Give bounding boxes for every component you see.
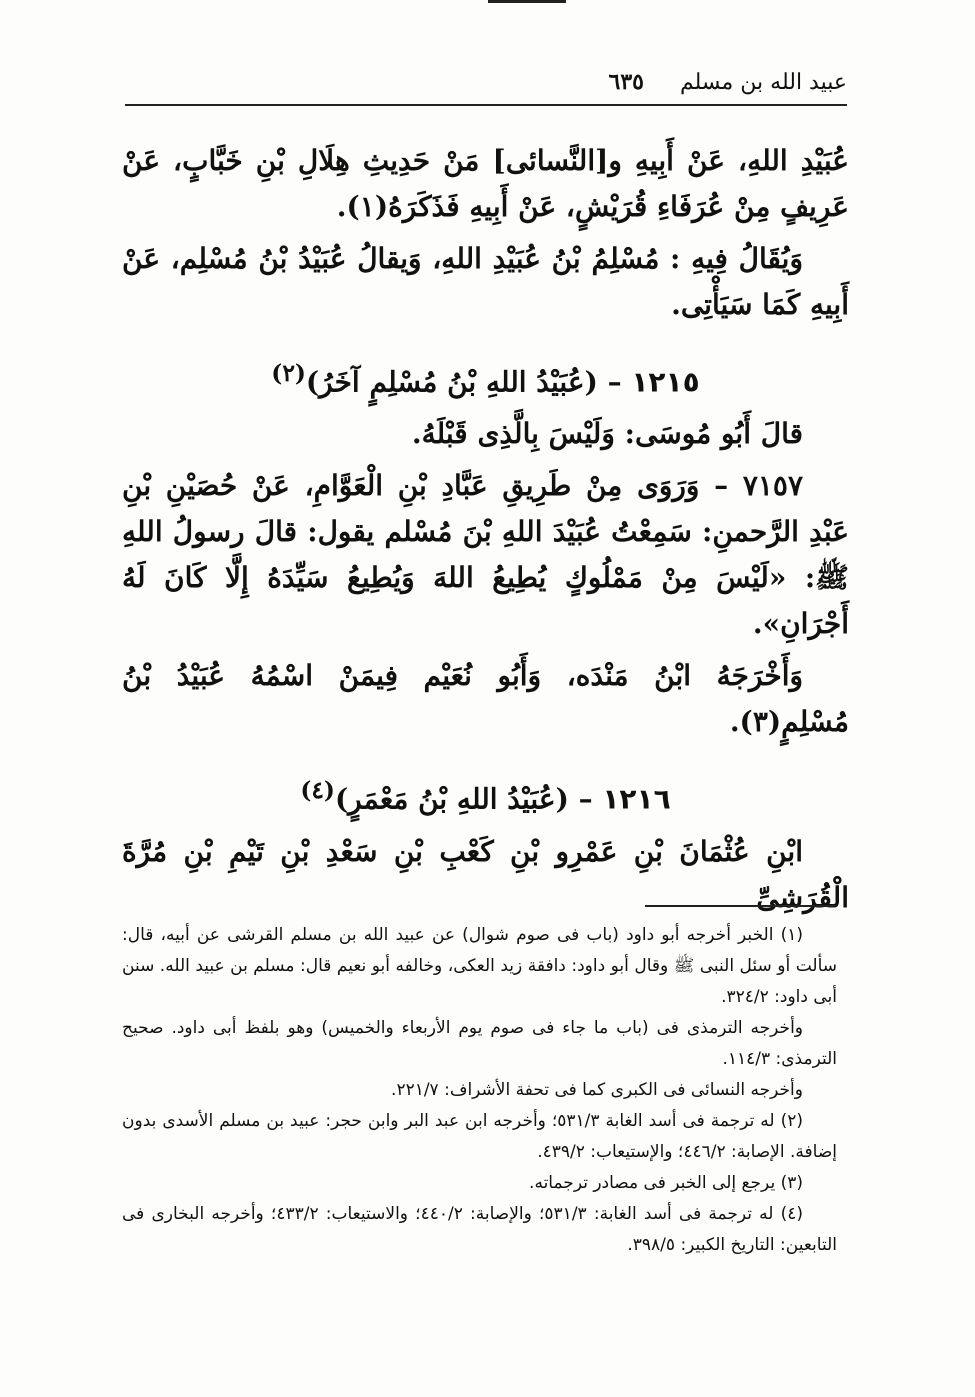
entry-1216-text: ابْنِ عُثْمَانَ بْنِ عَمْرِو بْنِ كَعْبِ بْنِ سَعْدِ بْنِ تَيْمِ بْنِ مُرَّةَ الْقُرَشِىِّ	[122, 834, 849, 914]
entry-heading-1216	[122, 767, 849, 822]
footnote-separator	[645, 905, 835, 907]
footnote-ref: (٤)	[300, 776, 335, 805]
footnote-2: (٢) له ترجمة فى أسد الغابة ٥٣١/٣؛ وأخرجه ابن عبد البر وابن حجر: عبيد بن مسلم الأسدى بدون إضافة. الإصابة: ٤٤٦/٢؛ والإستيعاب: ٤٣٩/٢.	[122, 1111, 837, 1162]
entry-1215-text: قالَ أَبُو مُوسَى: وَلَيْسَ بِالَّذِى قَبْلَهُ.	[411, 417, 803, 451]
footnotes	[122, 920, 837, 1261]
footnote-3: (٣) يرجع إلى الخبر فى مصادر ترجماته.	[529, 1173, 803, 1193]
paragraph-alternate-names: وَيُقَالُ فِيهِ : مُسْلِمُ بْنُ عُبَيْدِ اللهِ، وَيقالُ عُبَيْدُ بْنُ مُسْلِم، عَنْ أَبِيهِ كَمَا سَيَأْتِى.	[122, 242, 849, 321]
footnote-1-cont-1: وأخرجه الترمذى فى (باب ما جاء فى صوم يوم الأربعاء والخميس) وهو بلفظ أبى داود. صحيح الترمذى: ١١٤/٣.	[122, 1018, 837, 1069]
hadith-7157: ٧١٥٧ – وَرَوَى مِنْ طَرِيقِ عَبَّادِ بْنِ الْعَوَّامِ، عَنْ حُصَيْنِ بْنِ عَبْدِ الرَّحمنِ: سَمِعْتُ عُبَيْدَ اللهِ بْنَ مُسْلم يقول: قالَ رسولُ اللهِ ﷺ: «لَيْسَ مِنْ مَمْلُوكٍ يُطِيعُ اللهَ وَيُطِيعُ سَيِّدَهُ إِلَّا كَانَ لَهُ أَجْرَانِ».	[122, 469, 849, 641]
entry-title: (عُبَيْدُ اللهِ بْنُ مُسْلِمٍ آخَرُ)	[305, 365, 598, 399]
entry-heading-1215	[122, 350, 849, 405]
top-edge-rule	[488, 0, 566, 3]
entry-number: ١٢١٥	[631, 365, 700, 399]
paragraph-continuation: عُبَيْدِ اللهِ، عَنْ أَبِيهِ و[النَّسائى] مَنْ حَدِيثِ هِلَالِ بْنِ خَبَّابٍ، عَنْ عَرِيفٍ مِنْ عُرَفَاءِ قُرَيْشٍ، عَنْ أَبِيهِ فَذَكَرَهُ(١).	[122, 144, 849, 223]
hadith-7157-takhrij: وَأَخْرَجَهُ ابْنُ مَنْدَه، وَأَبُو نُعَيْم فِيمَنْ اسْمُهُ عُبَيْدُ بْنُ مُسْلِمٍ(٣).	[122, 659, 849, 739]
entry-dash: –	[607, 365, 622, 399]
main-text	[122, 138, 849, 921]
footnote-1: (١) الخبر أخرجه أبو داود (باب فى صوم شوال) عن عبيد الله بن مسلم القرشى عن أبيه، قال: سألت أو سئل النبى ﷺ وقال أبو داود: دافقة زيد العكى، وخالفه أبو نعيم قال: مسلم بن عبيد الله. سنن أبى داود: ٣٢٤/٢.	[122, 925, 837, 1007]
footnote-1-cont-2: وأخرجه النسائى فى الكبرى كما فى تحفة الأشراف: ٢٢١/٧.	[391, 1080, 803, 1100]
footnote-4: (٤) له ترجمة فى أسد الغابة: ٥٣١/٣؛ والإصابة: ٤٤٠/٢؛ والاستيعاب: ٤٣٣/٢؛ وأخرجه البخارى فى التابعين: التاريخ الكبير: ٣٩٨/٥.	[122, 1204, 837, 1255]
entry-number: ١٢١٦	[602, 782, 671, 816]
footnote-ref: (٢)	[271, 359, 306, 387]
entry-title: (عُبَيْدُ اللهِ بْنُ مَعْمَرٍ)	[334, 782, 569, 816]
entry-dash: –	[578, 782, 593, 816]
page-number: ٦٣٥	[608, 69, 644, 95]
running-title: عبيد الله بن مسلم	[679, 69, 847, 95]
running-header	[125, 60, 847, 106]
